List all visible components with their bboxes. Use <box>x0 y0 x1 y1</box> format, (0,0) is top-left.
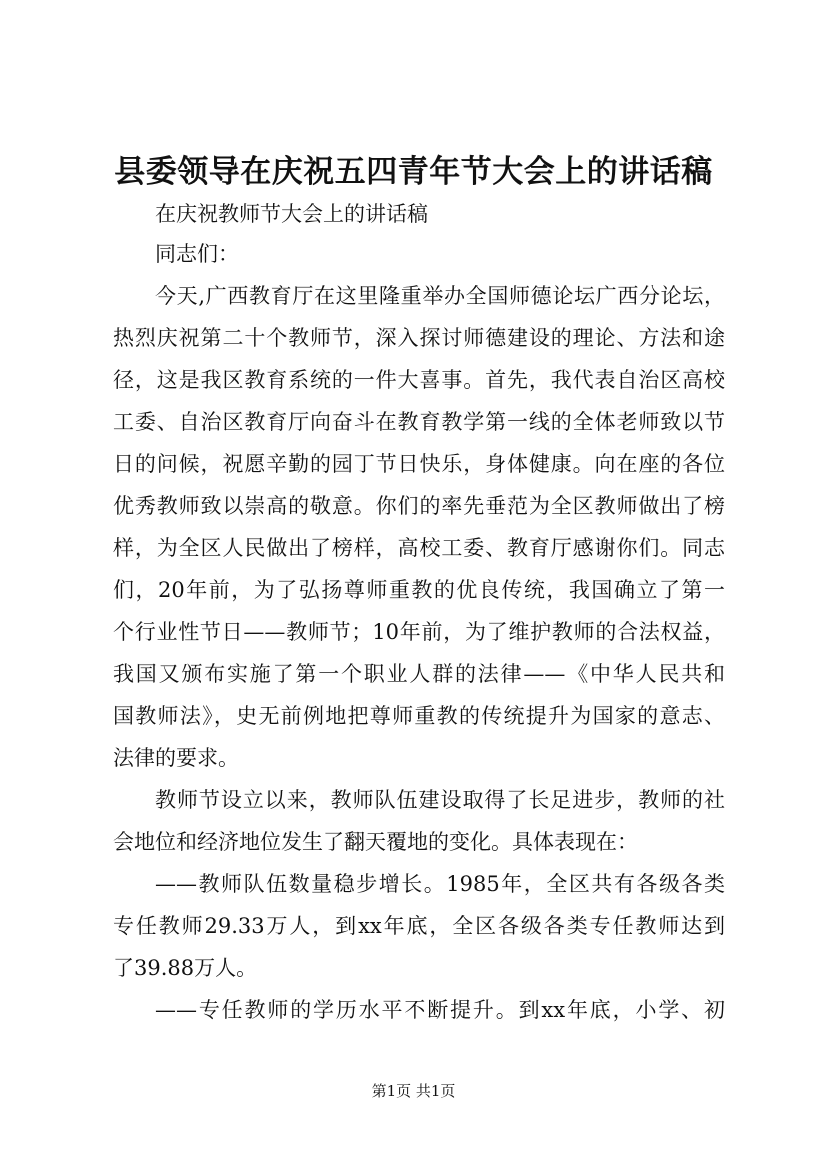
paragraph-line: 径，这是我区教育系统的一件大喜事。首先，我代表自治区高校 <box>113 368 725 392</box>
paragraph-line: 今天,广西教育厅在这里隆重举办全国师德论坛广西分论坛， <box>155 284 725 308</box>
paragraph-line: 优秀教师致以崇高的敬意。你们的率先垂范为全区教师做出了榜 <box>113 494 725 518</box>
paragraph-line: 样，为全区人民做出了榜样，高校工委、教育厅感谢你们。同志 <box>113 536 725 560</box>
paragraph-line: 会地位和经济地位发生了翻天覆地的变化。具体表现在： <box>113 830 638 854</box>
paragraph-line: ——专任教师的学历水平不断提升。到xx年底，小学、初 <box>155 998 725 1022</box>
subtitle-line: 在庆祝教师节大会上的讲话稿 <box>155 202 428 226</box>
paragraph-line: 专任教师29.33万人，到xx年底，全区各级各类专任教师达到 <box>113 914 725 938</box>
paragraph-line: 教师节设立以来，教师队伍建设取得了长足进步，教师的社 <box>155 788 725 812</box>
paragraph-line: 热烈庆祝第二十个教师节，深入探讨师德建设的理论、方法和途 <box>113 326 725 350</box>
paragraph-line: 们，20年前，为了弘扬尊师重教的优良传统，我国确立了第一 <box>113 578 725 602</box>
paragraph-line: ——教师队伍数量稳步增长。1985年，全区共有各级各类 <box>155 872 725 896</box>
salutation-line: 同志们： <box>155 242 239 266</box>
document-title: 县委领导在庆祝五四青年节大会上的讲话稿 <box>114 154 713 190</box>
page-footer: 第1页 共1页 <box>371 1082 456 1100</box>
paragraph-line: 我国又颁布实施了第一个职业人群的法律——《中华人民共和 <box>113 662 725 686</box>
paragraph-line: 日的问候，祝愿辛勤的园丁节日快乐，身体健康。向在座的各位 <box>113 452 725 476</box>
paragraph-line: 法律的要求。 <box>113 746 239 770</box>
paragraph-line: 国教师法》，史无前例地把尊师重教的传统提升为国家的意志、 <box>113 704 725 728</box>
paragraph-line: 工委、自治区教育厅向奋斗在教育教学第一线的全体老师致以节 <box>113 410 725 434</box>
paragraph-line: 个行业性节日——教师节；10年前，为了维护教师的合法权益， <box>113 620 725 644</box>
paragraph-line: 了39.88万人。 <box>113 956 258 980</box>
